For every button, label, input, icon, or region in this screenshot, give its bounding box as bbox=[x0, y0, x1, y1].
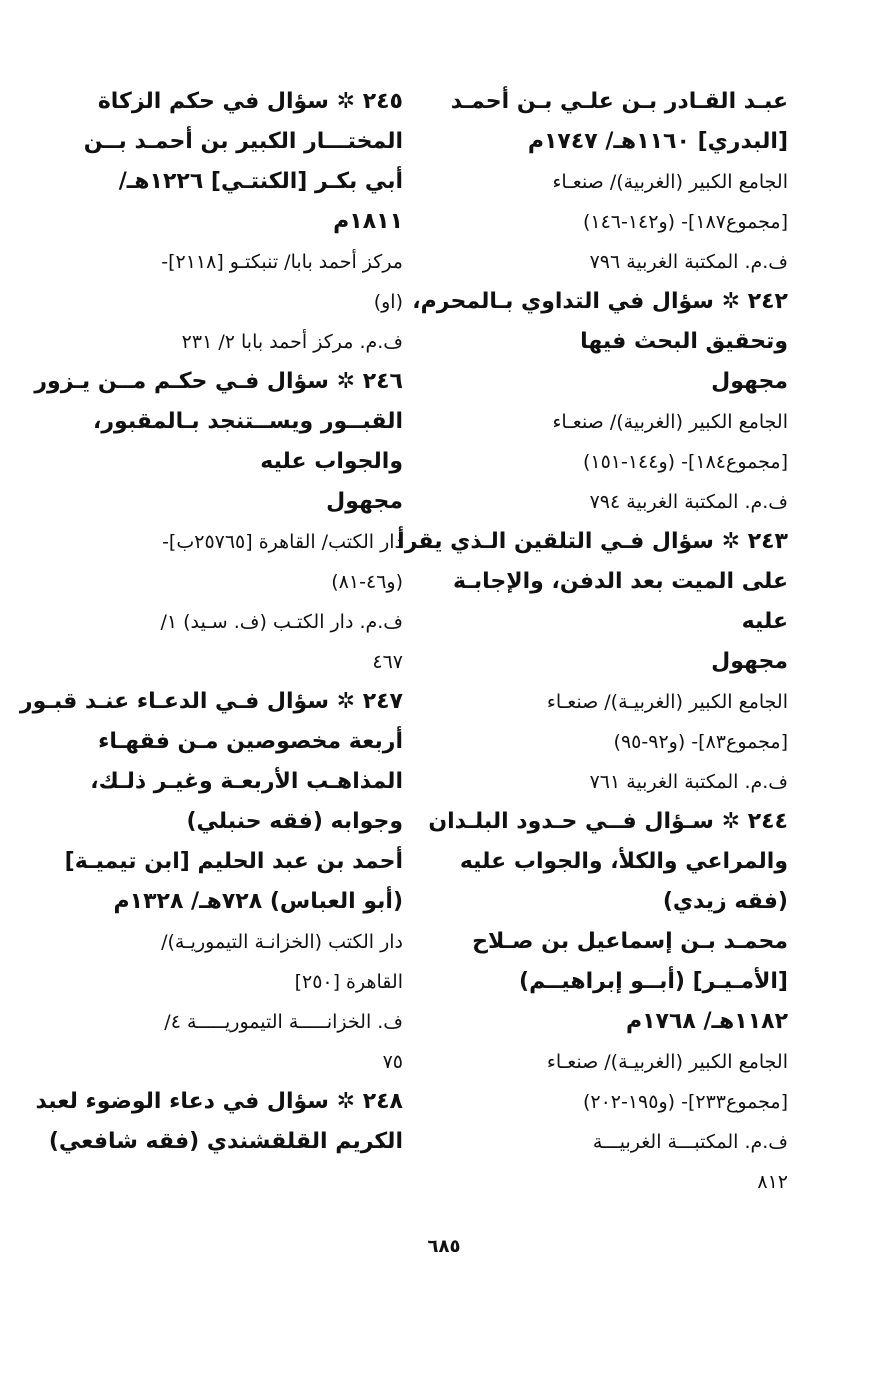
left-column bbox=[19, 82, 403, 1162]
author-line: مجهول bbox=[326, 489, 403, 514]
author-line: مجهول bbox=[711, 369, 788, 394]
entry-title: ٢٤٨ ✲ سؤال في دعاء الوضوء لعبد bbox=[35, 1089, 403, 1114]
shelfmark-line: [مجموع٨٣]- (و٩٢-٩٥) bbox=[613, 731, 788, 753]
author-line: مجهول bbox=[711, 649, 788, 674]
entry-244 bbox=[428, 802, 788, 1202]
shelfmark-line: (او) bbox=[373, 291, 403, 313]
entry-title: المذاهـب الأربعـة وغيـر ذلـك، bbox=[90, 769, 403, 794]
microfilm-line: ٤٦٧ bbox=[372, 651, 403, 673]
entry-241-continued bbox=[438, 82, 788, 282]
shelfmark-line: [مجموع١٨٧]- (و١٤٢-١٤٦) bbox=[582, 211, 788, 233]
subject-line: (فقه زيدي) bbox=[662, 889, 788, 914]
author-date-line: ١٨١١م bbox=[333, 209, 403, 234]
location-line: مركز أحمد بابا/ تنبكتـو [٢١١٨]- bbox=[161, 251, 403, 273]
entry-title: ٢٤٥ ✲ سؤال في حكم الزكاة bbox=[97, 89, 403, 114]
entry-title: ٢٤٤ ✲ سـؤال فــي حـدود البلـدان bbox=[428, 809, 788, 834]
entry-title: والمراعي والكلأ، والجواب عليه bbox=[459, 849, 788, 874]
location-line: دار الكتب/ القاهرة [٢٥٧٦٥ب]- bbox=[162, 531, 403, 553]
entry-title: وتحقيق البحث فيها bbox=[580, 329, 788, 354]
author-line: محمـد بـن إسماعيل بن صـلاح bbox=[472, 929, 788, 954]
author-line: المختـــار الكبير بن أحمـد بــن bbox=[83, 129, 403, 154]
microfilm-line: ف.م. المكتبـــة الغربيـــة bbox=[592, 1131, 788, 1153]
entry-title: ٢٤٢ ✲ سؤال في التداوي بـالمحرم، bbox=[412, 289, 788, 314]
author-line: عبـد القـادر بـن علـي بـن أحمـد bbox=[450, 89, 788, 114]
shelfmark-line: [مجموع٢٣٣]- (و١٩٥-٢٠٢) bbox=[582, 1091, 788, 1113]
microfilm-line: ف.م. المكتبة الغربية ٧٦١ bbox=[589, 771, 788, 793]
entry-title: القبــور ويســتنجد بـالمقبور، bbox=[93, 409, 403, 434]
microfilm-line: ٨١٢ bbox=[757, 1171, 788, 1193]
microfilm-line: ف.م. مركز أحمد بابا ٢/ ٢٣١ bbox=[181, 331, 403, 353]
entry-246 bbox=[34, 362, 403, 682]
author-line: [الأمـيـر] (أبــو إبراهيــم) bbox=[519, 969, 788, 994]
author-date-line: (أبو العباس) ٧٢٨هـ/ ١٣٢٨م bbox=[113, 889, 403, 914]
entry-247 bbox=[19, 682, 403, 1082]
entry-242 bbox=[412, 282, 788, 522]
microfilm-line: ٧٥ bbox=[382, 1051, 403, 1073]
entry-title: ٢٤٧ ✲ سؤال فـي الدعـاء عنـد قبـور bbox=[19, 689, 403, 714]
entry-title: ٢٤٦ ✲ سؤال فـي حكـم مــن يـزور bbox=[34, 369, 403, 394]
location-line: دار الكتب (الخزانـة التيموريـة)/ bbox=[161, 931, 403, 953]
shelfmark-line: [مجموع١٨٤]- (و١٤٤-١٥١) bbox=[582, 451, 788, 473]
entry-title: على الميت بعد الدفن، والإجابـة bbox=[452, 569, 788, 594]
author-line: أحمد بن عبد الحليم [ابن تيميـة] bbox=[64, 849, 403, 874]
author-line: أبي بكـر [الكنتـي] ١٢٢٦هـ/ bbox=[118, 169, 403, 194]
author-line: [البدري] ١١٦٠هـ/ ١٧٤٧م bbox=[527, 129, 788, 154]
microfilm-line: ف.م. المكتبة الغربية ٧٩٤ bbox=[589, 491, 788, 513]
entry-title: أربعة مخصوصين مـن فقهـاء bbox=[98, 729, 403, 754]
location-line: الجامع الكبير (الغربية)/ صنعـاء bbox=[552, 411, 788, 433]
location-line: الجامع الكبير (الغربيـة)/ صنعـاء bbox=[546, 1051, 788, 1073]
entry-243 bbox=[397, 522, 788, 802]
entry-245 bbox=[73, 82, 403, 362]
entry-title: والجواب عليه bbox=[260, 449, 403, 474]
right-column bbox=[397, 82, 788, 1202]
entry-title: عليه bbox=[741, 609, 788, 634]
entry-248 bbox=[35, 1082, 403, 1162]
shelfmark-line: القاهرة [٢٥٠] bbox=[294, 971, 403, 993]
location-line: الجامع الكبير (الغربيـة)/ صنعـاء bbox=[546, 691, 788, 713]
shelfmark-line: (و٤٦-٨١) bbox=[331, 571, 403, 593]
subject-line: وجوابه (فقه حنبلي) bbox=[186, 809, 403, 834]
entry-title: الكريم القلقشندي (فقه شافعي) bbox=[48, 1129, 403, 1154]
author-date-line: ١١٨٢هـ/ ١٧٦٨م bbox=[625, 1009, 788, 1034]
location-line: الجامع الكبير (الغربية)/ صنعـاء bbox=[552, 171, 788, 193]
microfilm-line: ف. الخزانـــــة التيموريـــــة ٤/ bbox=[164, 1011, 403, 1033]
microfilm-line: ف.م. دار الكتـب (ف. سـيد) ١/ bbox=[160, 611, 403, 633]
entry-title: ٢٤٣ ✲ سؤال فـي التلقين الـذي يقرأ bbox=[397, 529, 788, 554]
microfilm-line: ف.م. المكتبة الغربية ٧٩٦ bbox=[589, 251, 788, 273]
page-number: ٦٨٥ bbox=[427, 1236, 461, 1257]
